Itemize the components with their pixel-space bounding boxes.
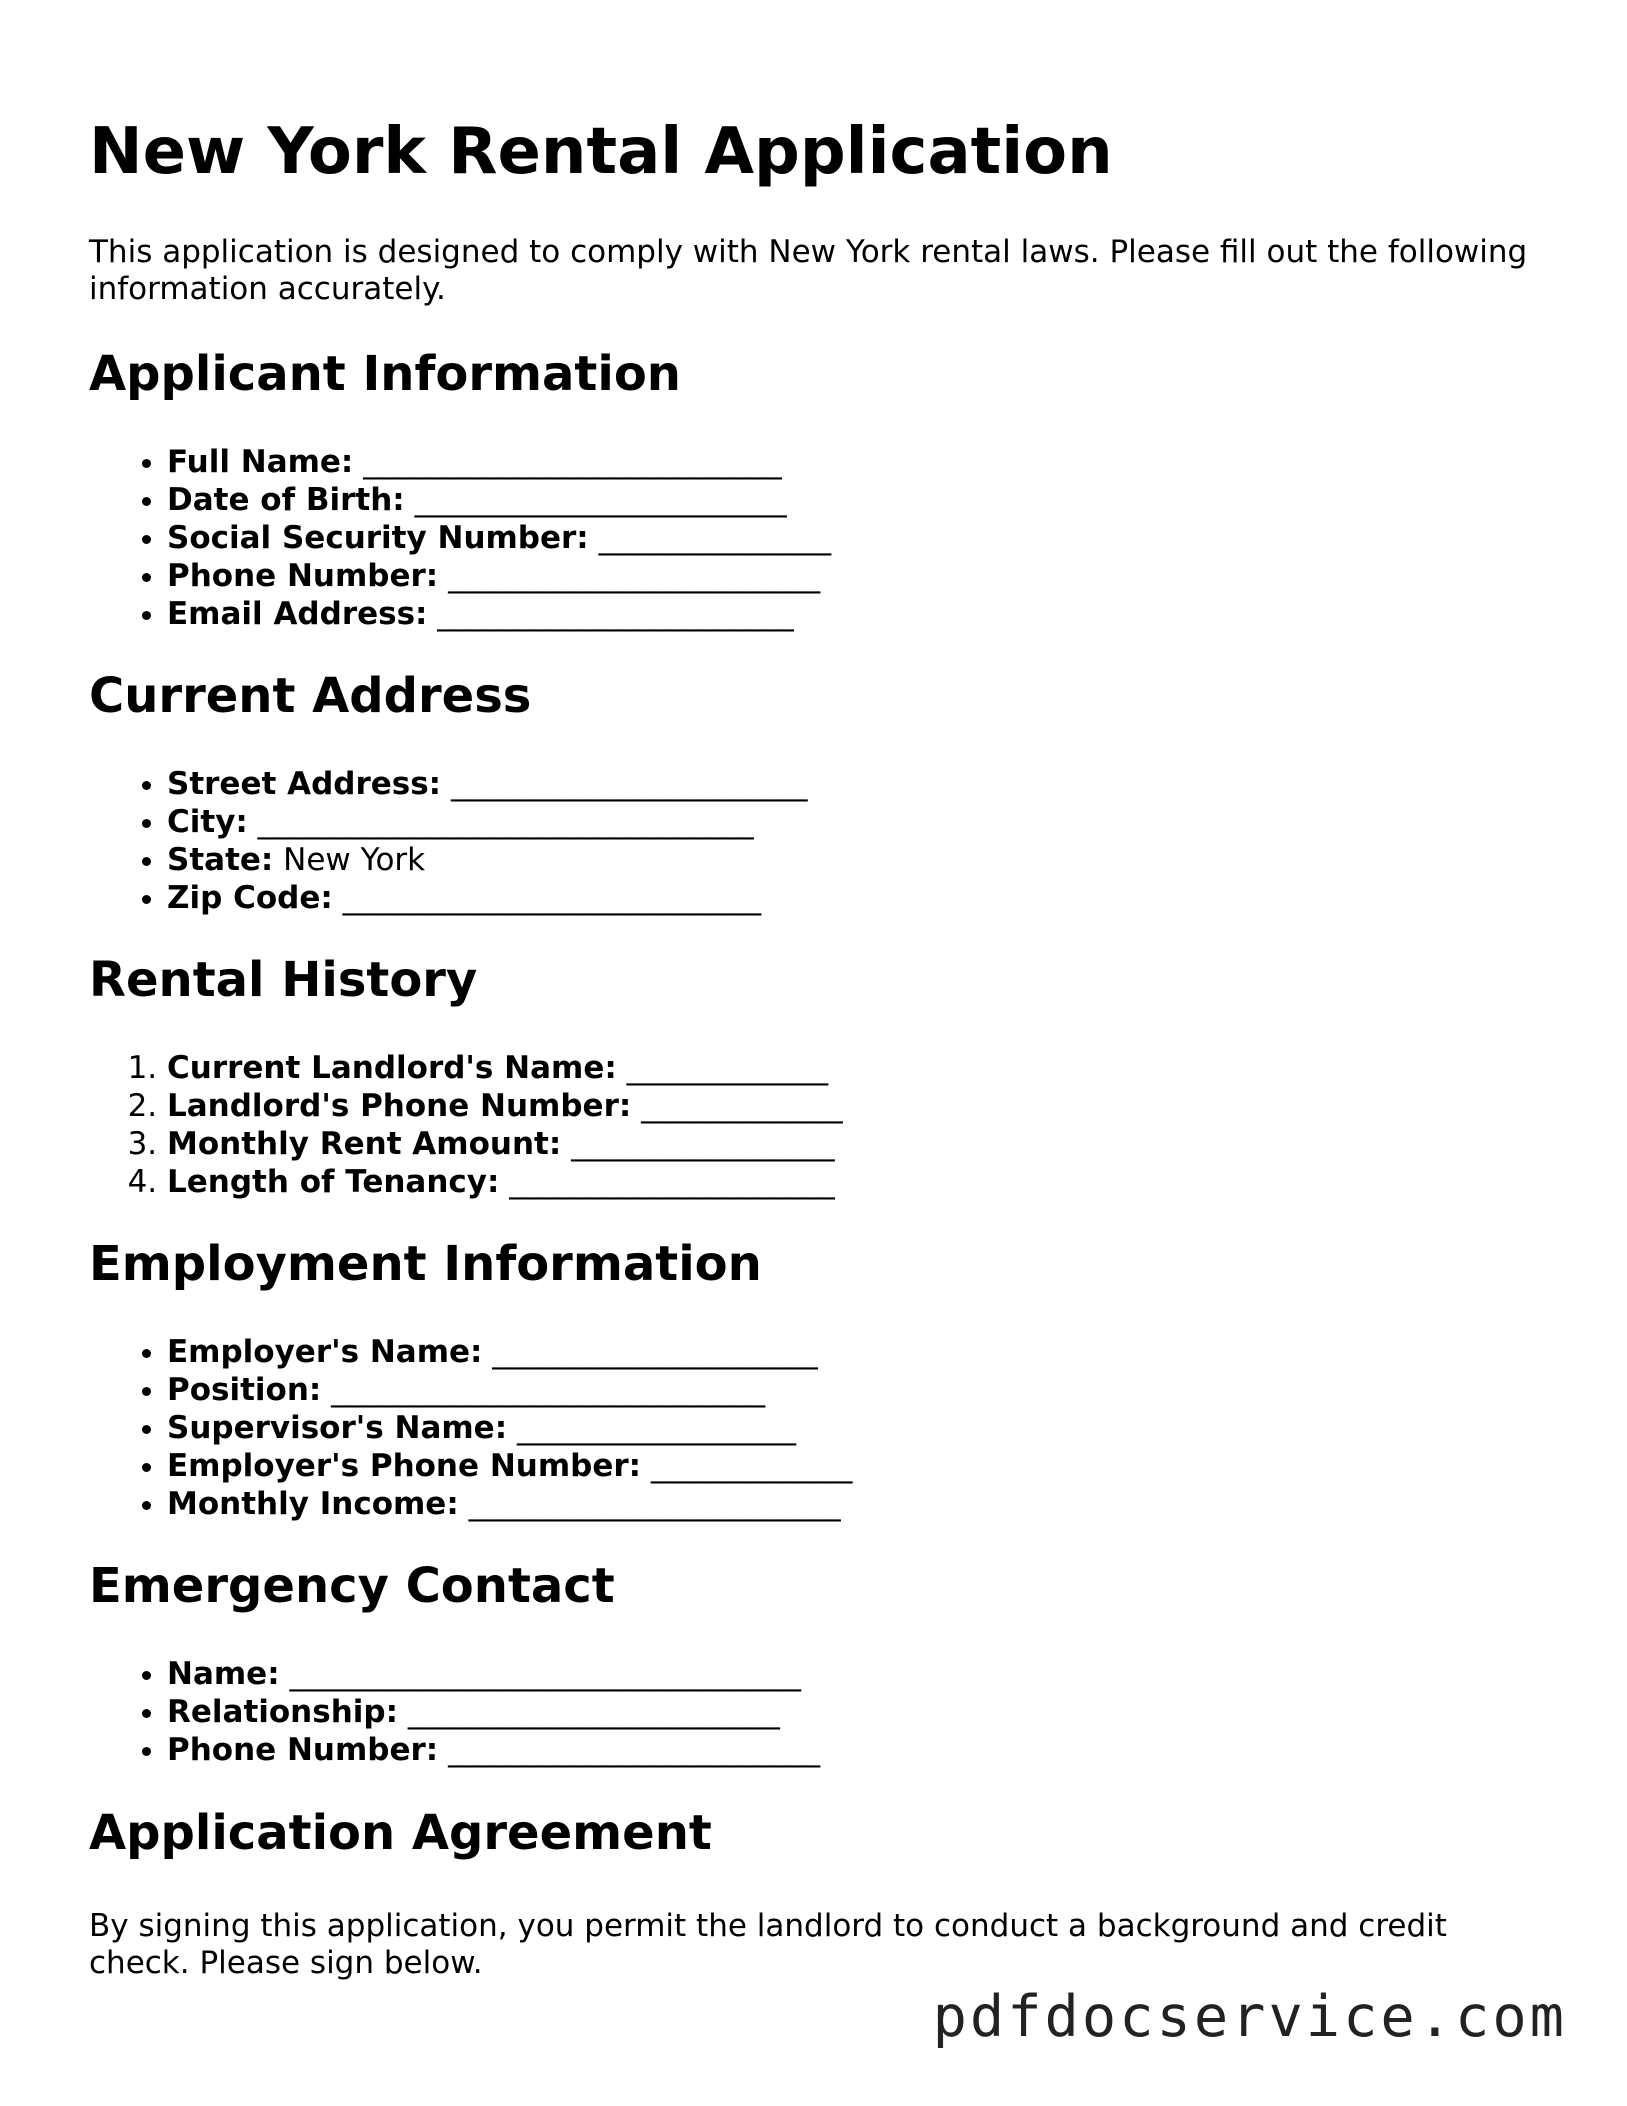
state-label: State:	[167, 842, 274, 878]
email-address-field[interactable]: _______________________	[437, 596, 794, 632]
monthly-income-label: Monthly Income:	[167, 1486, 459, 1522]
applicant-list	[89, 443, 831, 633]
monthly-rent-label: Monthly Rent Amount:	[167, 1126, 562, 1162]
email-address-label: Email Address:	[167, 596, 428, 632]
address-list	[89, 765, 807, 917]
list-item	[167, 519, 831, 557]
landlord-name-field[interactable]: _____________	[626, 1050, 829, 1086]
ssn-label: Social Security Number:	[167, 520, 589, 556]
emergency-contact-list	[89, 1655, 820, 1769]
employer-phone-label: Employer's Phone Number:	[167, 1448, 642, 1484]
phone-number-label: Phone Number:	[167, 558, 439, 594]
intro-paragraph: This application is designed to comply with New York rental laws. Please fill out the following information accurately.	[89, 234, 1528, 307]
list-item	[167, 481, 831, 519]
employment-list	[89, 1333, 852, 1523]
relationship-label: Relationship:	[167, 1694, 398, 1730]
zip-code-label: Zip Code:	[167, 880, 333, 916]
list-item	[167, 765, 807, 803]
date-of-birth-field[interactable]: ________________________	[414, 482, 787, 518]
list-item	[167, 1087, 843, 1125]
supervisor-name-label: Supervisor's Name:	[167, 1410, 508, 1446]
emergency-contact-heading: Emergency Contact	[89, 1558, 615, 1614]
list-item	[167, 1447, 852, 1485]
list-item	[167, 841, 807, 879]
list-item	[167, 1731, 820, 1769]
page-title: New York Rental Application	[89, 115, 1113, 189]
applicant-heading: Applicant Information	[89, 346, 681, 402]
rental-history-list	[89, 1049, 843, 1201]
relationship-field[interactable]: ________________________	[407, 1694, 780, 1730]
employer-phone-field[interactable]: _____________	[650, 1448, 853, 1484]
list-item	[167, 1125, 843, 1163]
list-item	[167, 1049, 843, 1087]
agreement-paragraph: By signing this application, you permit the landlord to conduct a background and credit check. Please sign below.	[89, 1908, 1447, 1981]
application-agreement-heading: Application Agreement	[89, 1805, 712, 1861]
position-field[interactable]: ____________________________	[331, 1372, 766, 1408]
tenancy-length-field[interactable]: _____________________	[509, 1164, 835, 1200]
list-item	[167, 1371, 852, 1409]
zip-code-field[interactable]: ___________________________	[342, 880, 762, 916]
contact-phone-label: Phone Number:	[167, 1732, 439, 1768]
landlord-phone-label: Landlord's Phone Number:	[167, 1088, 632, 1124]
supervisor-name-field[interactable]: __________________	[516, 1410, 796, 1446]
list-item	[167, 1485, 852, 1523]
list-item	[167, 1693, 820, 1731]
list-item	[167, 803, 807, 841]
street-address-field[interactable]: _______________________	[450, 766, 808, 802]
state-value: New York	[283, 842, 426, 878]
rental-history-heading: Rental History	[89, 952, 478, 1008]
list-item	[167, 1333, 852, 1371]
monthly-income-field[interactable]: ________________________	[468, 1486, 841, 1522]
list-item	[167, 1163, 843, 1201]
list-item	[167, 557, 831, 595]
list-item	[167, 1409, 852, 1447]
list-item	[167, 1655, 820, 1693]
list-item	[167, 595, 831, 633]
monthly-rent-field[interactable]: _________________	[571, 1126, 835, 1162]
contact-name-field[interactable]: _________________________________	[289, 1656, 801, 1692]
full-name-field[interactable]: ___________________________	[363, 444, 782, 480]
landlord-name-label: Current Landlord's Name:	[167, 1050, 617, 1086]
ssn-field[interactable]: _______________	[598, 520, 832, 556]
contact-name-label: Name:	[167, 1656, 280, 1692]
date-of-birth-label: Date of Birth:	[167, 482, 405, 518]
city-field[interactable]: ________________________________	[257, 804, 754, 840]
list-item	[167, 443, 831, 481]
employer-name-field[interactable]: _____________________	[492, 1334, 818, 1370]
phone-number-field[interactable]: ________________________	[448, 558, 821, 594]
contact-phone-field[interactable]: ________________________	[448, 1732, 821, 1768]
street-address-label: Street Address:	[167, 766, 442, 802]
landlord-phone-field[interactable]: _____________	[641, 1088, 843, 1124]
list-item	[167, 879, 807, 917]
position-label: Position:	[167, 1372, 322, 1408]
full-name-label: Full Name:	[167, 444, 354, 480]
employment-heading: Employment Information	[89, 1236, 762, 1292]
tenancy-length-label: Length of Tenancy:	[167, 1164, 500, 1200]
current-address-heading: Current Address	[89, 668, 532, 724]
watermark: pdfdocservice.com	[932, 1984, 1567, 2050]
city-label: City:	[167, 804, 248, 840]
employer-name-label: Employer's Name:	[167, 1334, 483, 1370]
